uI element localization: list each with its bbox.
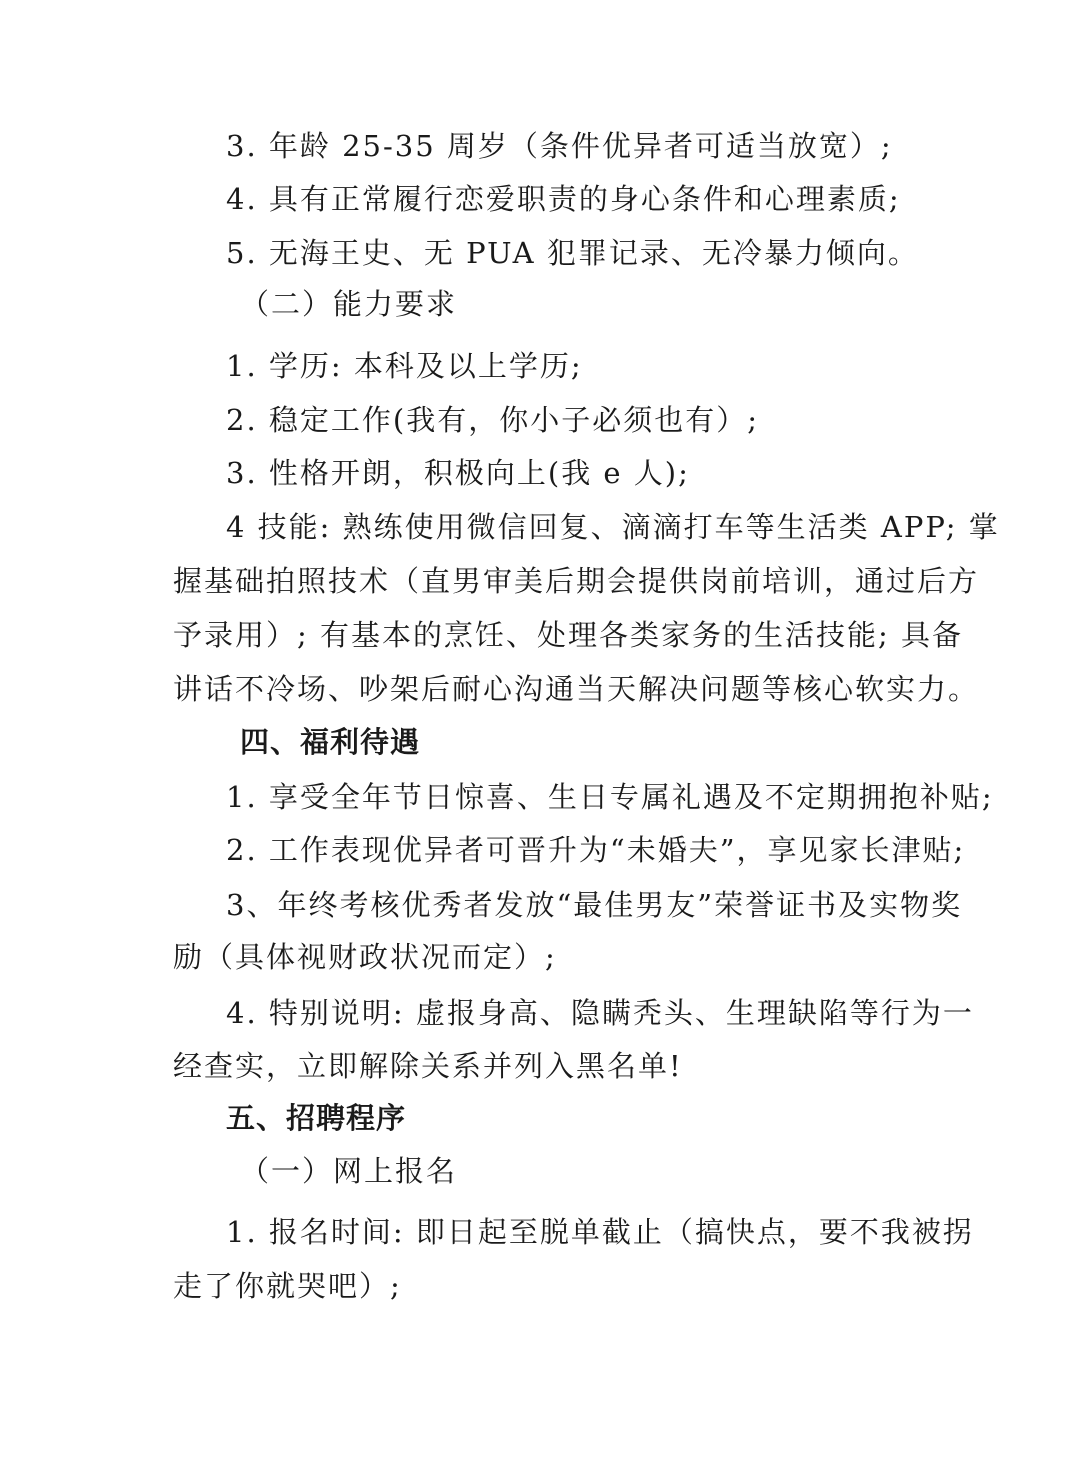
subheading-online-signup: （一）网上报名 [240, 1154, 458, 1188]
text-line-benefit-1: 1. 享受全年节日惊喜、生日专属礼遇及不定期拥抱补贴; [226, 780, 994, 814]
text-line-benefit-3b: 励（具体视财政状况而定）; [173, 940, 557, 974]
subheading-ability: （二）能力要求 [240, 287, 458, 321]
text-line-age: 3. 年龄 25-35 周岁（条件优异者可适当放宽）; [226, 129, 893, 163]
text-line-signup-2: 走了你就哭吧）; [173, 1269, 402, 1303]
text-line-skills-2: 握基础拍照技术（直男审美后期会提供岗前培训，通过后方 [173, 564, 980, 598]
text-line-benefit-2: 2. 工作表现优异者可晋升为“未婚夫”，享见家长津贴; [226, 833, 966, 867]
text-line-skills-4: 讲话不冷场、吵架后耐心沟通当天解决问题等核心软实力。 [173, 672, 980, 706]
heading-benefits: 四、福利待遇 [240, 725, 421, 759]
text-line-note-2: 经查实，立即解除关系并列入黑名单! [173, 1049, 683, 1083]
text-line-personality: 3. 性格开朗，积极向上(我 e 人); [226, 456, 690, 490]
text-line-signup-1: 1. 报名时间: 即日起至脱单截止（搞快点，要不我被拐 [226, 1215, 974, 1249]
text-line-benefit-3a: 3、年终考核优秀者发放“最佳男友”荣誉证书及实物奖 [226, 888, 963, 922]
text-line-education: 1. 学历: 本科及以上学历; [226, 349, 583, 383]
text-line-skills-3: 予录用）; 有基本的烹饪、处理各类家务的生活技能; 具备 [173, 618, 963, 652]
heading-procedure: 五、招聘程序 [226, 1101, 407, 1135]
text-line-record: 5. 无海王史、无 PUA 犯罪记录、无冷暴力倾向。 [226, 236, 919, 270]
text-line-job: 2. 稳定工作(我有，你小子必须也有）; [226, 403, 759, 437]
text-line-condition: 4. 具有正常履行恋爱职责的身心条件和心理素质; [226, 182, 901, 216]
text-line-skills-1: 4 技能: 熟练使用微信回复、滴滴打车等生活类 APP; 掌 [226, 510, 1000, 544]
text-line-note-1: 4. 特别说明: 虚报身高、隐瞒秃头、生理缺陷等行为一 [226, 996, 974, 1030]
